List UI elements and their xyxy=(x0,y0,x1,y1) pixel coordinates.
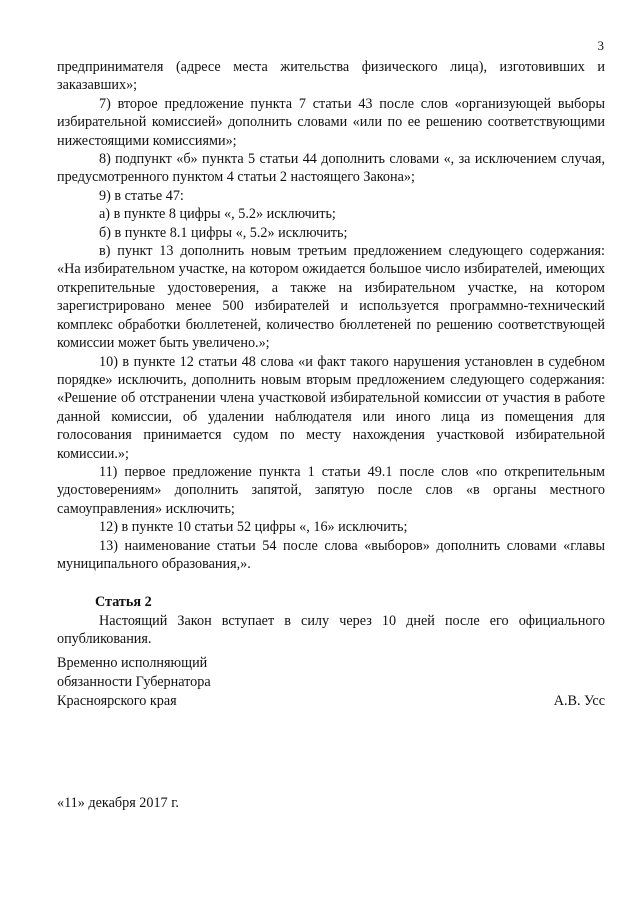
paragraph-item-8: 8) подпункт «б» пункта 5 статьи 44 дополнить словами «, за исключением случая, предусмотренного пунктом 4 статьи 2 настоящего Закона»; xyxy=(57,151,605,186)
signatory-name: А.В. Усс xyxy=(553,693,605,709)
signature-block xyxy=(57,654,605,711)
paragraph-item-9: 9) в статье 47: xyxy=(99,187,184,204)
paragraph-item-9a: а) в пункте 8 цифры «, 5.2» исключить; xyxy=(99,206,336,223)
paragraph-continuation: предпринимателя (адресе места жительства физического лица), изготовивших и заказавших»; xyxy=(57,59,605,94)
paragraph-item-7: 7) второе предложение пункта 7 статьи 43 после слов «организующей выборы избирательной комиссией» дополнить словами «или по ее решению соответствующими нижестоящими комиссиями»; xyxy=(57,95,605,149)
article-2-text: Настоящий Закон вступает в силу через 10 дней после его официального опубликования. xyxy=(57,612,605,648)
document-date: «11» декабря 2017 г. xyxy=(57,795,179,811)
paragraph-item-9v: в) пункт 13 дополнить новым третьим предложением следующего содержания: «На избирательном участке, на котором ожидается большое число избирателей, имеющих открепительные удостоверения, а также на избирательном участке, на котором зарегистрировано менее 500 избирателей и используется программно-технический комплекс обработки бюллетеней, количество бюллетеней по решению соответствующей комиссии может быть увеличено.»; xyxy=(57,243,605,352)
paragraph-item-11: 11) первое предложение пункта 1 статьи 49.1 после слов «по открепительным удостоверениям» дополнить запятой, запятую после слов «в органы местного самоуправления» исключить; xyxy=(57,463,605,517)
document-body xyxy=(57,58,605,649)
paragraph-item-10: 10) в пункте 12 статьи 48 слова «и факт такого нарушения установлен в судебном порядке» исключить, дополнить новым вторым предложением следующего содержания: «Решение об отстранении члена участковой избирательной комиссии от участия в работе данной комиссии, об удалении наблюдателя или иного лица из помещения для голосования принимается судом по месту нахождения участковой избирательной комиссии.»; xyxy=(57,353,605,462)
paragraph-item-9b: б) в пункте 8.1 цифры «, 5.2» исключить; xyxy=(99,224,348,241)
signature-title-line-3: Красноярского края xyxy=(57,693,177,709)
paragraph-item-12: 12) в пункте 10 статьи 52 цифры «, 16» исключить; xyxy=(99,519,408,536)
signature-row xyxy=(57,692,605,711)
page-number: 3 xyxy=(597,38,604,53)
article-2-heading: Статья 2 xyxy=(95,594,152,611)
signature-title-line-1: Временно исполняющий xyxy=(57,655,208,671)
paragraph-item-13: 13) наименование статьи 54 после слова «выборов» дополнить словами «главы муниципального образования,». xyxy=(57,537,605,572)
signature-title-line-2: обязанности Губернатора xyxy=(57,674,211,690)
